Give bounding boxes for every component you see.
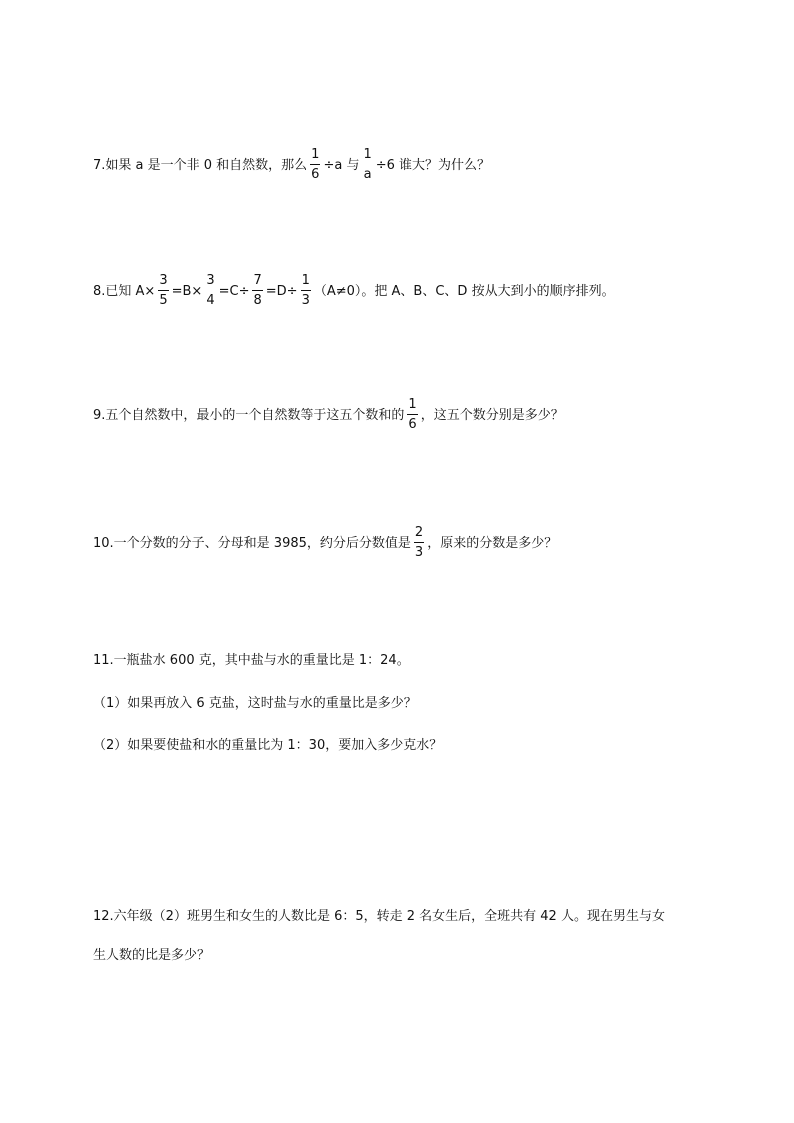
q10-denominator: 3 [414, 545, 424, 560]
question-9 [93, 397, 564, 432]
question-12-line-1: 12.六年级（2）班男生和女生的人数比是 6：5，转走 2 名女生后，全班共有 42 人。现在男生与女 [93, 909, 665, 924]
q8-f3-numerator: 7 [253, 273, 262, 288]
q9-denominator: 6 [408, 417, 417, 432]
q10-fraction [414, 525, 424, 560]
q10-numerator: 2 [414, 525, 424, 540]
q7-fraction-2 [362, 147, 372, 182]
q7-prefix: 7.如果 a 是一个非 0 和自然数，那么 [93, 158, 308, 173]
q8-prefix: 8.已知 A× [93, 284, 156, 299]
q10-prefix: 10.一个分数的分子、分母和是 3985，约分后分数值是 [93, 536, 411, 551]
q7-frac2-denominator: a [363, 167, 372, 182]
q8-f1-denominator: 5 [159, 293, 168, 308]
q7-suffix: ÷6 谁大？为什么？ [375, 158, 491, 173]
q8-fraction-1 [158, 273, 168, 308]
q8-f1-numerator: 3 [159, 273, 168, 288]
q8-suffix: （A≠0）。把 A、B、C、D 按从大到小的顺序排列。 [313, 284, 615, 299]
q9-suffix: ，这五个数分别是多少？ [420, 408, 564, 423]
q8-f3-denominator: 8 [253, 293, 262, 308]
q10-suffix: ，原来的分数是多少？ [427, 536, 558, 551]
q8-text-1: =B× [171, 284, 203, 299]
q8-fraction-4 [301, 273, 311, 308]
q7-frac2-numerator: 1 [363, 147, 372, 162]
q7-mid: ÷a 与 [323, 158, 360, 173]
question-12-line-2: 生人数的比是多少？ [93, 948, 211, 963]
q7-fraction-1 [310, 147, 320, 182]
question-11-part-1: （1）如果再放入 6 克盐，这时盐与水的重量比是多少？ [93, 696, 417, 711]
question-7 [93, 147, 491, 182]
q7-frac1-numerator: 1 [311, 147, 320, 162]
q8-text-2: =C÷ [218, 284, 250, 299]
q8-f4-denominator: 3 [301, 293, 310, 308]
q8-text-3: =D÷ [265, 284, 298, 299]
q8-f2-numerator: 3 [206, 273, 215, 288]
question-8 [93, 273, 615, 308]
question-11-stem: 11.一瓶盐水 600 克，其中盐与水的重量比是 1：24。 [93, 653, 410, 668]
q9-prefix: 9.五个自然数中，最小的一个自然数等于这五个数和的 [93, 408, 405, 423]
q8-fraction-2 [205, 273, 215, 308]
q9-fraction [407, 397, 417, 432]
q8-fraction-3 [252, 273, 262, 308]
q7-frac1-denominator: 6 [311, 167, 320, 182]
question-11-part-2: （2）如果要使盐和水的重量比为 1：30，要加入多少克水？ [93, 738, 443, 753]
q9-numerator: 1 [408, 397, 417, 412]
q8-f2-denominator: 4 [206, 293, 215, 308]
question-10 [93, 525, 558, 560]
q8-f4-numerator: 1 [301, 273, 310, 288]
